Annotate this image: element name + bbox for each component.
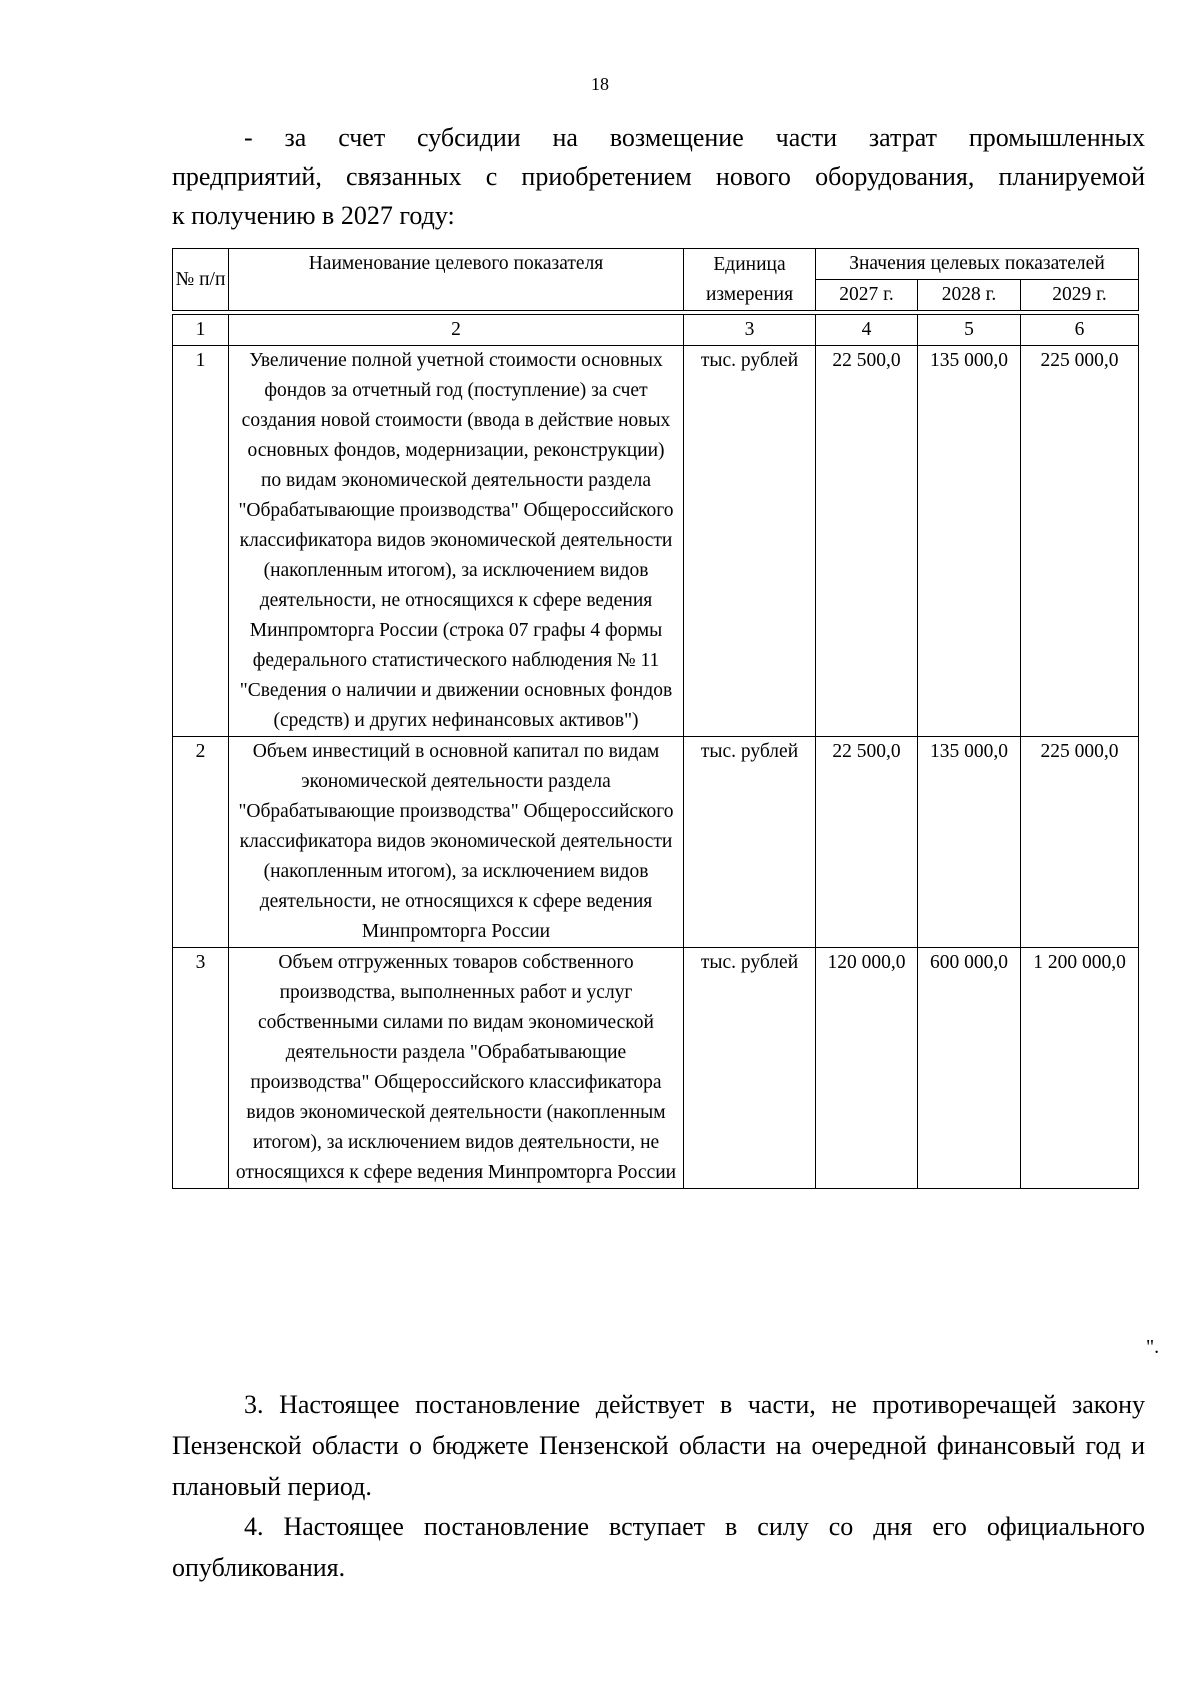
row-value-2028: 600 000,0 [918,948,1021,1189]
header-year-2029: 2029 г. [1021,280,1139,311]
header-year-2028: 2028 г. [918,280,1021,311]
header-num-label: № п/п [175,268,226,290]
row-value-2027: 22 500,0 [816,737,918,948]
row-unit: тыс. рублей [684,346,816,737]
row-value-2029: 225 000,0 [1021,346,1139,737]
table-body [172,314,1139,1189]
page-number: 18 [591,74,609,94]
header-year-2027: 2027 г. [816,280,918,311]
column-numbers-row [173,315,1139,346]
table-row [173,948,1139,1189]
header-name: Наименование целевого показателя [229,249,684,311]
table-row [173,737,1139,948]
paragraph-3: 3. Настоящее постановление действует в части, не противоречащей закону Пензенской области о бюджете Пензенской области на очередной финансовый год и плановый период. [172,1390,1145,1501]
row-indicator-name: Увеличение полной учетной стоимости основных фондов за отчетный год (поступление) за счет создания новой стоимости (ввода в действие новых основных фондов, модернизации, реконструкции) по видам экономической деятельности раздела "Обрабатывающие производства" Общероссийского классификатора видов экономической деятельности (накопленным итогом), за исключением видов деятельности, не относящихся к сфере ведения Минпромторга России (строка 07 графы 4 формы федерального статистического наблюдения № 11 "Сведения о наличии и движении основных фондов (средств) и других нефинансовых активов") [229,346,684,737]
row-value-2027: 22 500,0 [816,346,918,737]
column-number: 2 [229,315,684,346]
paragraph-4: 4. Настоящее постановление вступает в силу со дня его официального опубликования. [172,1512,1145,1582]
row-value-2029: 225 000,0 [1021,737,1139,948]
column-number: 6 [1021,315,1139,346]
column-number: 5 [918,315,1021,346]
table-row [173,346,1139,737]
row-num: 1 [173,346,229,737]
row-num: 3 [173,948,229,1189]
row-value-2028: 135 000,0 [918,737,1021,948]
row-value-2028: 135 000,0 [918,346,1021,737]
row-value-2027: 120 000,0 [816,948,918,1189]
row-indicator-name: Объем инвестиций в основной капитал по видам экономической деятельности раздела "Обрабатывающие производства" Общероссийского классификатора видов экономической деятельности (накопленным итогом), за исключением видов деятельности, не относящихся к сфере ведения Минпромторга России [229,737,684,948]
closing-quote-mark: ". [1146,1336,1160,1358]
column-number: 3 [684,315,816,346]
intro-line-3: к получению в 2027 году: [172,201,455,230]
intro-paragraph [172,118,1145,235]
row-unit: тыс. рублей [684,737,816,948]
header-num [173,249,229,311]
row-indicator-name: Объем отгруженных товаров собственного производства, выполненных работ и услуг собственными силами по видам экономической деятельности раздела "Обрабатывающие производства" Общероссийского классификатора видов экономической деятельности (накопленным итогом), за исключением видов деятельности, не относящихся к сфере ведения Минпромторга России [229,948,684,1189]
row-unit: тыс. рублей [684,948,816,1189]
row-value-2029: 1 200 000,0 [1021,948,1139,1189]
column-number: 1 [173,315,229,346]
row-num: 2 [173,737,229,948]
intro-line-1: - за счет субсидии на возмещение части затрат промышленных [244,123,1145,152]
column-number: 4 [816,315,918,346]
intro-line-2: предприятий, связанных с приобретением нового оборудования, планируемой [172,162,1145,191]
header-unit: Единица измерения [684,249,816,311]
header-values-group: Значения целевых показателей [816,249,1139,280]
table-header [172,248,1139,311]
